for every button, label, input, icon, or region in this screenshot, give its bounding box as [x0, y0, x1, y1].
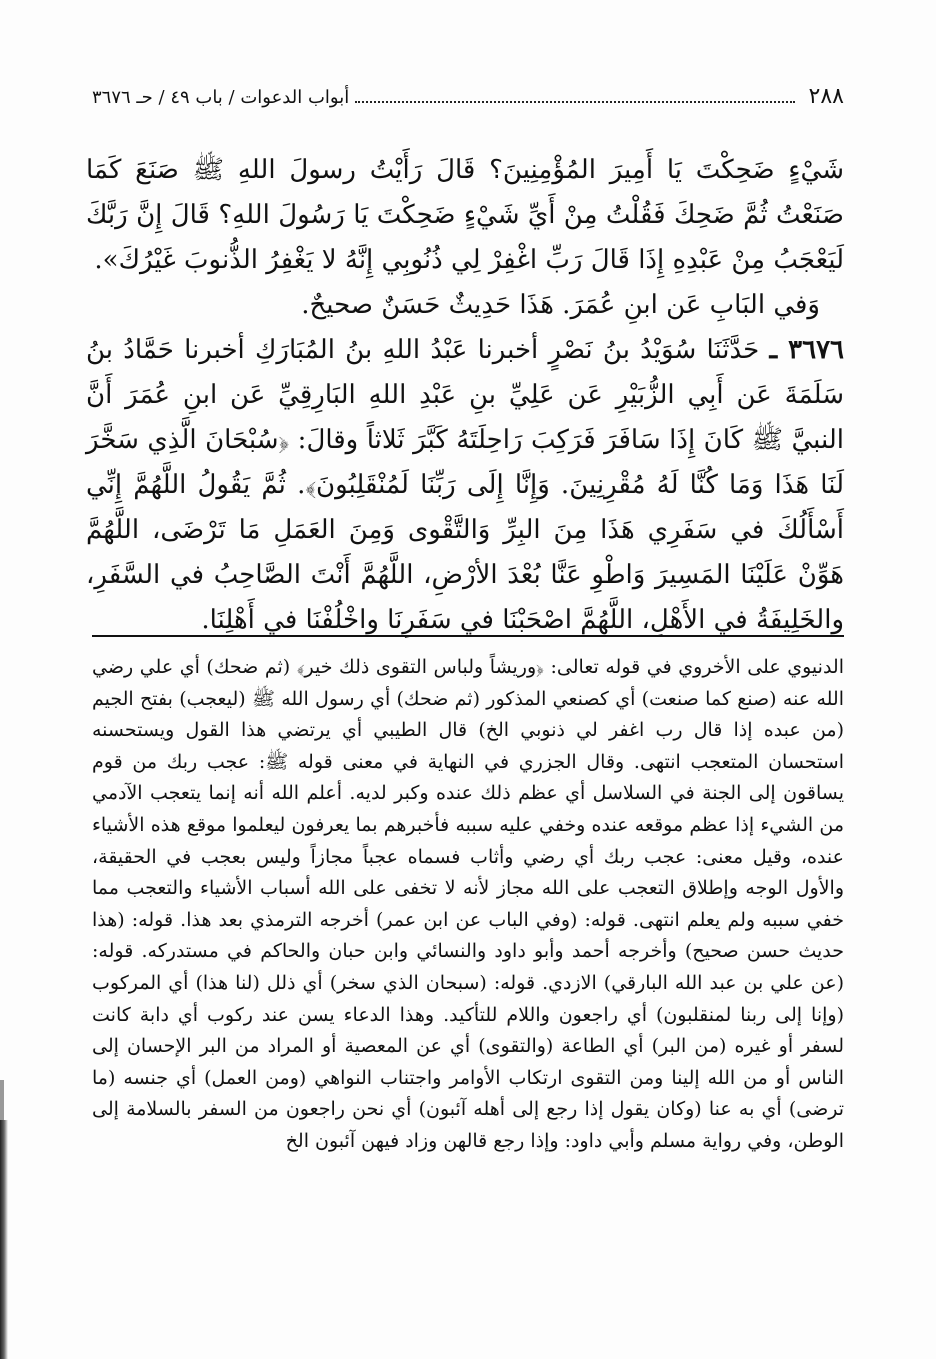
binding-edge-shadow — [0, 1120, 8, 1359]
binding-edge-top — [0, 1080, 4, 1120]
main-paragraph-3 — [86, 328, 844, 643]
dotted-leader — [355, 100, 794, 103]
main-paragraph-2: وَفي البَابِ عَن ابنِ عُمَرَ. هَذَا حَدِيثٌ حَسَنٌ صحيحٌ. — [301, 290, 820, 320]
commentary-text: الدنيوي على الأخروي في قوله تعالى: ﴿وريشاً ولباس التقوى ذلك خير﴾ (ثم ضحك) أي علي رضي الله عنه (صنع كما صنعت) أي كصنعي المذكور (ثم ضحك) أي رسول الله ﷺ (ليعجب) بفتح الجيم (من عبده إذا قال رب اغفر لي ذنوبي الخ) قال الطيبي أي يرتضي هذا القول ويستحسنه استحسان المتعجب انتهى. وقال الجزري في النهاية في معنى قوله ﷺ: عجب ربك من قوم يساقون إلى الجنة في السلاسل أي عظم ذلك عنده وكبر لديه. أعلم الله أنه إنما يتعجب الآدمي من الشيء إذا عظم موقعه عنده وخفي عليه سببه فأخبرهم بما يعرفون ليعلموا موقع هذه الأشياء عنده، وقيل معنى: عجب ربك أي رضي وأثاب فسماه عجباً مجازاً وليس بعجب في الحقيقة، والأول الوجه وإطلاق التعجب على الله مجاز لأنه لا تخفى على الله أسباب الأشياء والتعجب مما خفي سببه ولم يعلم انتهى. قوله: (وفي الباب عن ابن عمر) أخرجه الترمذي بعد هذا. قوله: (هذا حديث حسن صحيح) وأخرجه أحمد وأبو داود والنسائي وابن حبان والحاكم في مستدركه. قوله: (عن علي بن عبد الله البارقي) الازدي. قوله: (سبحان الذي سخر) أي ذلل (لنا هذا) أي المركوب (وإنا إلى ربنا لمنقلبون) أي راجعون واللام للتأكيد. وهذا الدعاء يسن عند ركوب أي دابة كانت لسفر أو غيره (من البر) أي الطاعة (والتقوى) أي عن المعصية أو المراد من البر الإحسان إلى الناس أو من الله إلينا ومن التقوى ارتكاب الأوامر واجتناب النواهي (ومن العمل) أي جنسه (ما ترضى) أي به عنا (وكان يقول إذا رجع إلى أهله آئبون) أي نحن راجعون من السفر بالسلامة إلى الوطن، وفي رواية مسلم وأبي داود: وإذا رجع قالهن وزاد فيهن آئبون الخ — [92, 656, 844, 1152]
page-number: ٢٨٨ — [808, 84, 844, 109]
hadith-text: حَدَّثَنَا سُوَيْدُ بنُ نَصْرٍ أخبرنا عَبْدُ اللهِ بنُ المُبَارَكِ أخبرنا حَمَّادُ بنُ سَلَمَةَ عَن أَبِي الزُّبَيْرِ عَن عَلِيِّ بنِ عَبْدِ اللهِ البَارِقِيِّ عَن ابنِ عُمَرَ أَنَّ النبيَّ ﷺ كَانَ إِذَا سَافَرَ فَرَكِبَ رَاحِلَتَهُ كَبَّرَ ثَلاثاً وقالَ: ﴿سُبْحَانَ الَّذِي سَخَّرَ لَنَا هَذَا وَمَا كُنَّا لَهُ مُقْرِنِينَ. وَإِنَّا إِلَى رَبِّنَا لَمُنْقَلِبُونَ﴾. ثُمَّ يَقُولُ اللَّهُمَّ إِنِّي أَسْأَلُكَ في سَفَرِي هَذَا مِنَ البِرِّ وَالتَّقْوى وَمِنَ العَمَلِ مَا تَرْضَى، اللَّهُمَّ هَوِّنْ عَلَيْنَا المَسِيرَ وَاطْوِ عَنَّا بُعْدَ الأرْضِ، اللَّهُمَّ أَنْتَ الصَّاحِبُ في السَّفَرِ، والخَلِيفَةُ في الأَهْلِ، اللَّهُمَّ اصْحَبْنَا في سَفَرِنَا واخْلُفْنَا في أَهْلِنَا. — [86, 335, 844, 635]
footnote-divider — [92, 635, 844, 637]
main-paragraph-1: شَيْءٍ ضَحِكْتَ يَا أَمِيرَ المُؤْمِنِينَ؟ قَالَ رَأَيْتُ رسولَ اللهِ ﷺ صَنَعَ كَمَا صَنَعْتُ ثُمَّ ضَحِكَ فَقُلْتُ مِنْ أَيِّ شَيْءٍ ضَحِكْتَ يَا رَسُولَ اللهِ؟ قَالَ إِنَّ رَبَّكَ لَيَعْجَبُ مِنْ عَبْدِهِ إِذَا قَالَ رَبِّ اغْفِرْ لِي ذُنُوبِي إِنَّهُ لا يَغْفِرُ الذُّنوبَ غَيْرُكَ». — [86, 155, 844, 275]
page-header — [92, 84, 844, 118]
commentary — [92, 652, 844, 1158]
running-title: أبواب الدعوات / باب ٤٩ / حـ ٣٦٧٦ — [92, 87, 350, 108]
main-text — [86, 148, 844, 643]
hadith-number: ٣٦٧٦ ـ — [769, 335, 845, 365]
